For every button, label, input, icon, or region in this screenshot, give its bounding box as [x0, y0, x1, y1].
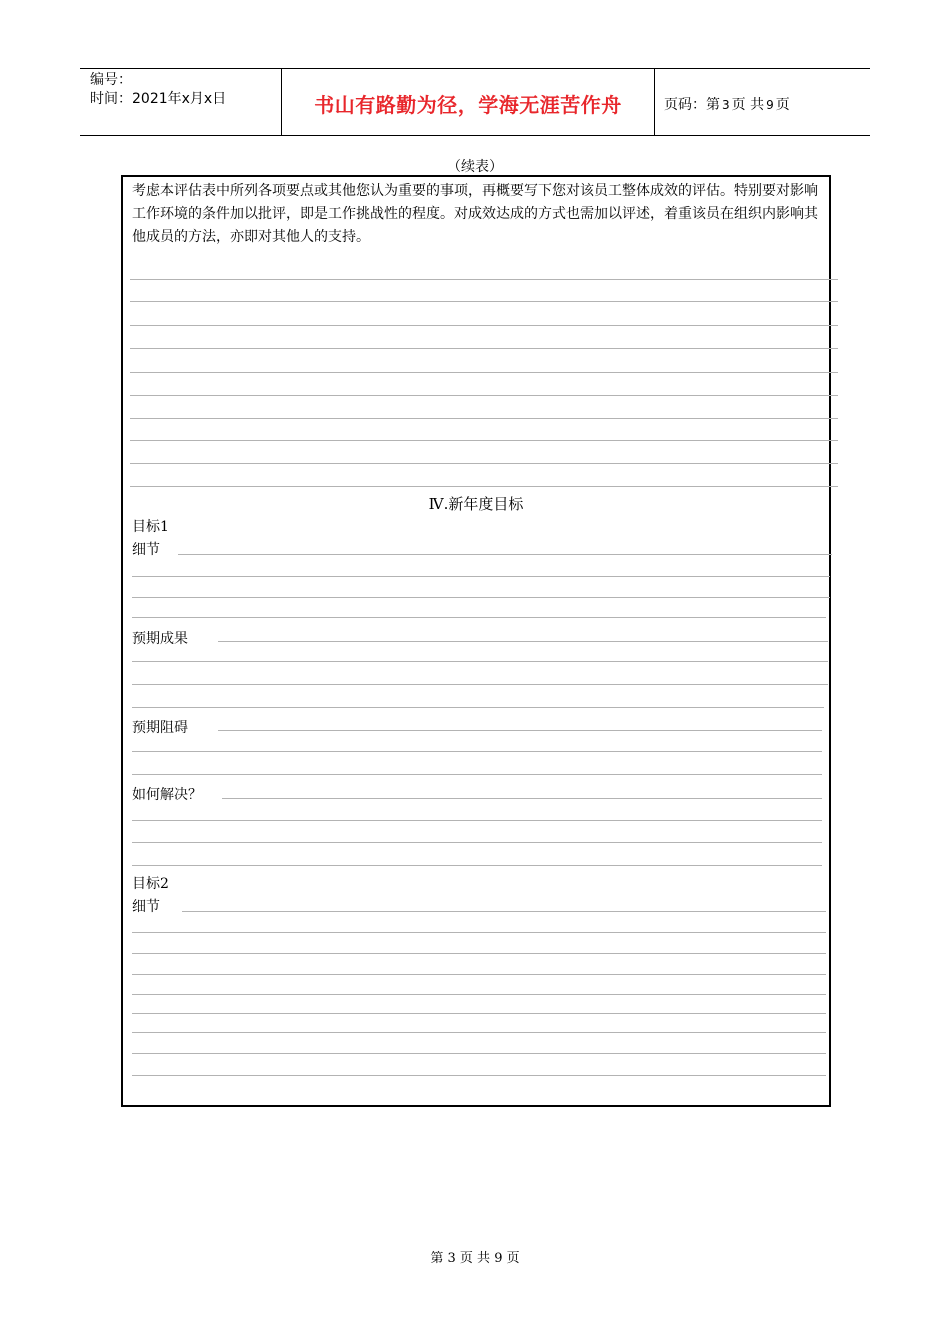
goal2-detail-label: 细节: [132, 899, 160, 915]
expected-obstacle-line[interactable]: [132, 751, 822, 752]
comment-line[interactable]: [130, 325, 838, 326]
header-motto: 书山有路勤为径，学海无涯苦作舟: [314, 93, 622, 117]
page-total: 9: [766, 98, 774, 112]
goal2-detail-line[interactable]: [182, 911, 826, 912]
expected-result-line[interactable]: [132, 707, 824, 708]
document-date: 时间：2021年x月x日: [90, 91, 227, 107]
goal1-detail-label: 细节: [132, 542, 160, 558]
goal1-detail-line[interactable]: [132, 576, 830, 577]
expected-result-line[interactable]: [132, 684, 828, 685]
goal2-detail-line[interactable]: [132, 1032, 826, 1033]
page-prefix: 页码：第: [664, 97, 720, 113]
continued-label: （续表）: [447, 159, 503, 175]
comment-line[interactable]: [130, 440, 838, 441]
comment-line[interactable]: [130, 418, 838, 419]
how-to-solve-line[interactable]: [132, 820, 822, 821]
goal1-expected-result-label: 预期成果: [132, 631, 188, 647]
section-title: Ⅳ.新年度目标: [428, 495, 524, 513]
header-divider-2: [654, 68, 655, 136]
header-meta: [90, 71, 226, 109]
goal2-detail-line[interactable]: [132, 953, 826, 954]
goal2-detail-line[interactable]: [132, 932, 826, 933]
comment-line[interactable]: [130, 395, 838, 396]
goal2-detail-line[interactable]: [132, 974, 826, 975]
comment-line[interactable]: [130, 348, 838, 349]
goal1-separator: [132, 617, 826, 618]
comment-line[interactable]: [130, 486, 838, 487]
header-top-border: [80, 68, 870, 69]
how-to-solve-line[interactable]: [132, 842, 822, 843]
page-footer: 第 3 页 共 9 页: [430, 1251, 520, 1266]
goal1-expected-obstacle-label: 预期阻碍: [132, 720, 188, 736]
expected-result-line[interactable]: [218, 641, 828, 642]
goal2-detail-line[interactable]: [132, 1075, 826, 1076]
page-current: 3: [722, 98, 730, 112]
header-page-info: [664, 94, 790, 114]
expected-obstacle-line[interactable]: [218, 730, 822, 731]
goal1-detail-line[interactable]: [132, 597, 830, 598]
goal2-detail-line[interactable]: [132, 1013, 826, 1014]
goal1-detail-line[interactable]: [178, 554, 832, 555]
goal2-title: 目标2: [132, 876, 169, 892]
goal1-title: 目标1: [132, 519, 169, 535]
goal2-detail-line[interactable]: [132, 1053, 826, 1054]
page-suffix: 页: [775, 97, 790, 113]
page-middle: 页 共: [731, 97, 765, 113]
comment-line[interactable]: [130, 463, 838, 464]
how-to-solve-line[interactable]: [132, 865, 822, 866]
header-bottom-border: [80, 135, 870, 136]
expected-obstacle-line[interactable]: [132, 774, 822, 775]
goal2-detail-line[interactable]: [132, 994, 826, 995]
document-number-label: 编号：: [90, 72, 132, 88]
comment-line[interactable]: [130, 279, 838, 280]
evaluation-instructions: 考虑本评估表中所列各项要点或其他您认为重要的事项，再概要写下您对该员工整体成效的评估。特别要对影响工作环境的条件加以批评，即是工作挑战性的程度。对成效达成的方式也需加以评述，着重该员在组织内影响其他成员的方法，亦即对其他人的支持。: [132, 183, 818, 245]
goal1-how-to-solve-label: 如何解决？: [132, 787, 202, 803]
how-to-solve-line[interactable]: [222, 798, 822, 799]
comment-line[interactable]: [130, 301, 838, 302]
expected-result-line[interactable]: [132, 661, 828, 662]
comment-line[interactable]: [130, 372, 838, 373]
